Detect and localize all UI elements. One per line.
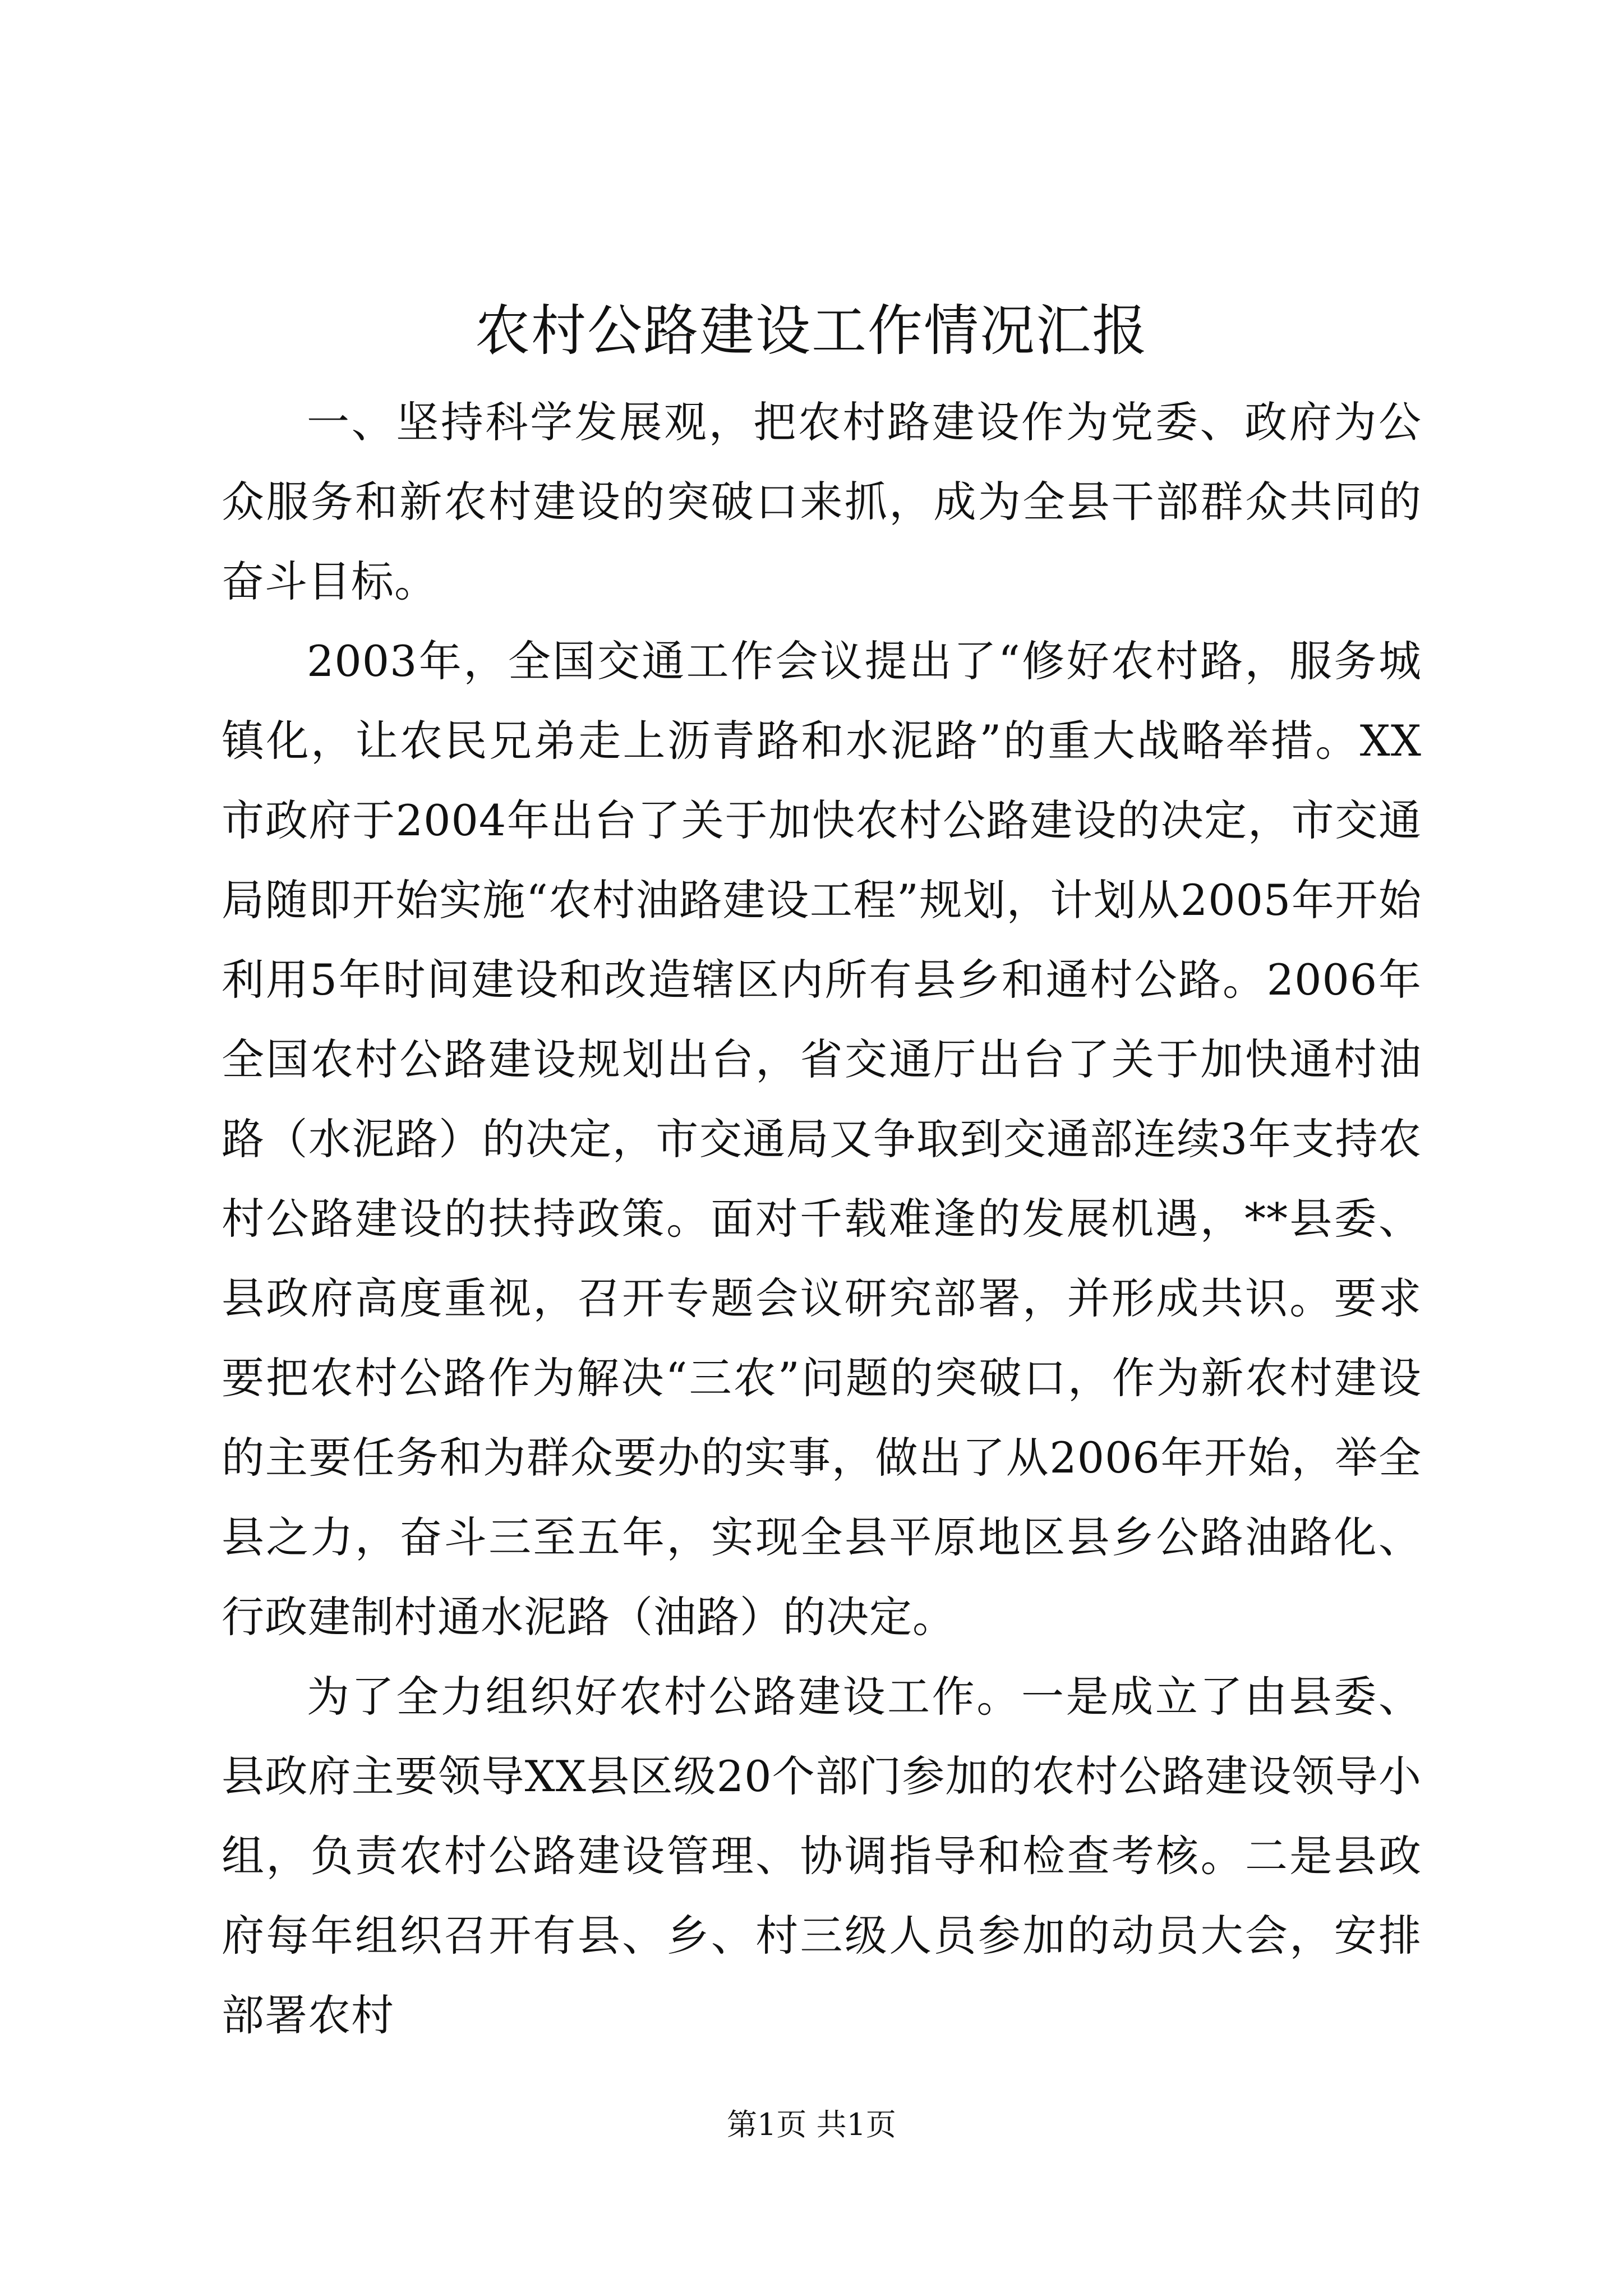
- paragraph-2: 2003年，全国交通工作会议提出了“修好农村路，服务城镇化，让农民兄弟走上沥青路和水泥路”的重大战略举措。XX市政府于2004年出台了关于加快农村公路建设的决定，市交通局随即开始实施“农村油路建设工程”规划，计划从2005年开始利用5年时间建设和改造辖区内所有县乡和通村公路。2006年全国农村公路建设规划出台，省交通厅出台了关于加快通村油路（水泥路）的决定，市交通局又争取到交通部连续3年支持农村公路建设的扶持政策。面对千载难逢的发展机遇，**县委、县政府高度重视，召开专题会议研究部署，并形成共识。要求要把农村公路作为解决“三农”问题的突破口，作为新农村建设的主要任务和为群众要办的实事，做出了从2006年开始，举全县之力，奋斗三至五年，实现全县平原地区县乡公路油路化、行政建制村通水泥路（油路）的决定。: [222, 636, 1422, 1642]
- document-body: [222, 383, 1422, 2055]
- paragraph-1: 一、坚持科学发展观，把农村路建设作为党委、政府为公众服务和新农村建设的突破口来抓，成为全县干部群众共同的奋斗目标。: [222, 397, 1422, 606]
- document-title: 农村公路建设工作情况汇报: [474, 299, 1148, 363]
- page-footer: 第1页 共1页: [727, 2107, 896, 2142]
- paragraph-3: 为了全力组织好农村公路建设工作。一是成立了由县委、县政府主要领导XX县区级20个部门参加的农村公路建设领导小组，负责农村公路建设管理、协调指导和检查考核。二是县政府每年组织召开有县、乡、村三级人员参加的动员大会，安排部署农村: [222, 1672, 1422, 2040]
